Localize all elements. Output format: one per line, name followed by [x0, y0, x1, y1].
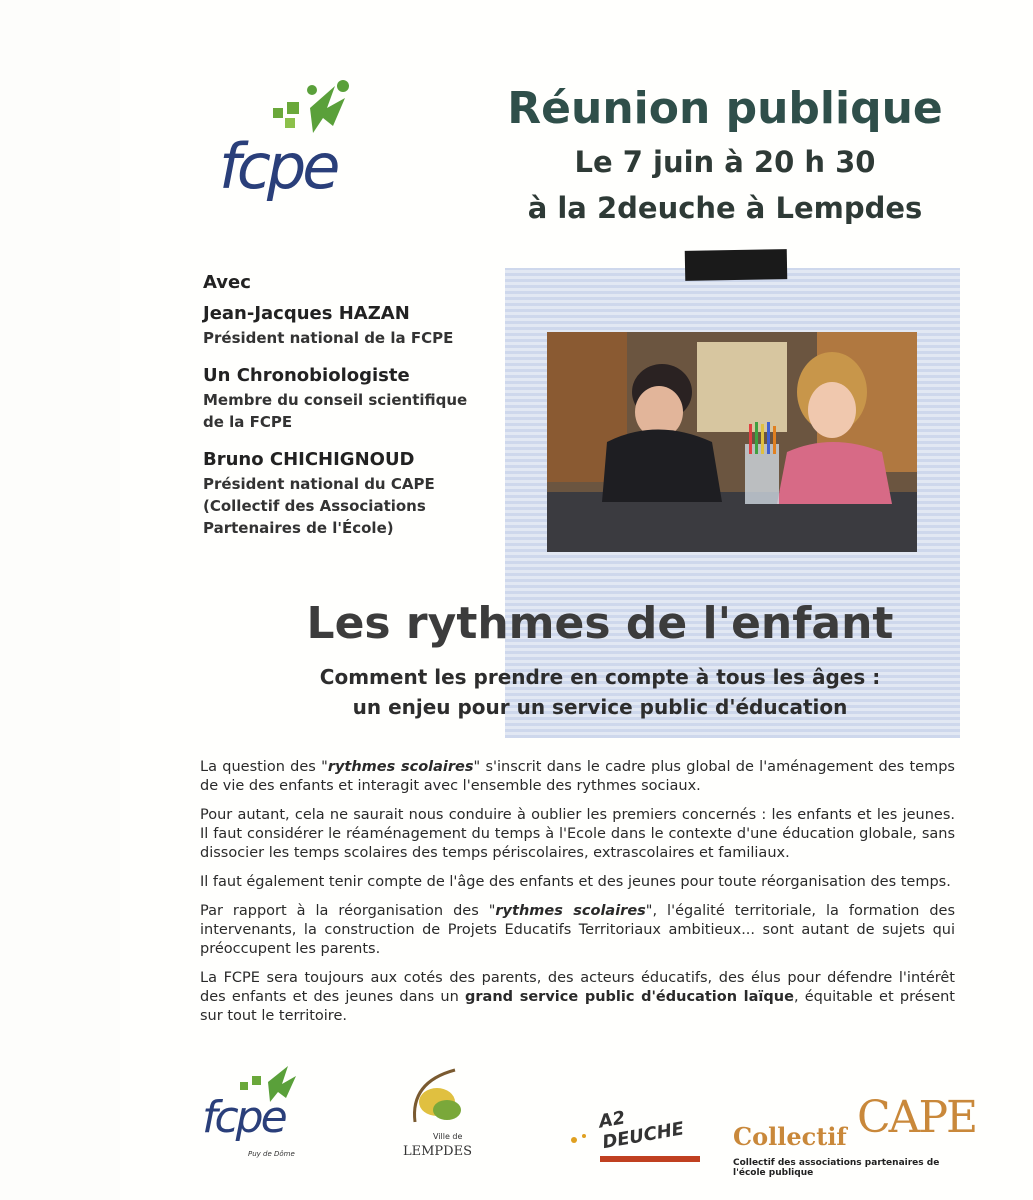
speaker-role: Partenaires de l'École): [203, 519, 394, 537]
speaker-item: [203, 447, 503, 539]
tape-strip: [685, 249, 788, 281]
speaker-role: Président national du CAPE: [203, 475, 435, 493]
event-title: Réunion publique: [507, 83, 943, 134]
subheadline-line-1: Comment les prendre en compte à tous les âges :: [319, 665, 881, 689]
speaker-role: (Collectif des Associations: [203, 497, 426, 515]
classroom-photo: [547, 332, 917, 552]
text-run: La FCPE sera toujours aux cotés des parents, des acteurs éducatifs, des élus pour défendre l'intérêt des enfants et des jeunes dans un: [200, 970, 955, 1005]
cape-caption: Collectif des associations partenaires de l'école publique: [733, 1158, 940, 1178]
event-date: Le 7 juin à 20 h 30: [574, 145, 876, 179]
lempdes-small-label: Ville de: [433, 1132, 463, 1141]
deuche-label: A2 DEUCHE: [597, 1107, 686, 1154]
text-run: Par rapport à la réorganisation des ": [200, 903, 496, 919]
paragraph: Pour autant, cela ne saurait nous conduire à oublier les premiers concernés : les enfants et les jeunes. Il faut considérer le réaménagement du temps à l'Ecole dans le contexte d'une éducation globale, sans dissocier les temps scolaires des temps périscolaires, extrascolaires et familiaux.: [200, 807, 955, 861]
fcpe-logo-text: fcpe: [219, 130, 337, 203]
body-text: [200, 758, 955, 1036]
subheadline-line-2: un enjeu pour un service public d'éducation: [352, 695, 848, 719]
paragraph: [200, 969, 955, 1026]
paragraph: Il faut également tenir compte de l'âge des enfants et des jeunes pour toute réorganisation des temps.: [200, 874, 951, 890]
cape-text: CAPE: [857, 1092, 977, 1143]
footer-fcpe-logo: [200, 1062, 310, 1172]
lempdes-leaf-icon: [395, 1062, 485, 1132]
speaker-role: de la FCPE: [203, 413, 293, 431]
speaker-name: Jean-Jacques HAZAN: [203, 303, 410, 324]
event-title-block: [500, 82, 950, 228]
speaker-name: Bruno CHICHIGNOUD: [203, 449, 415, 470]
footer-fcpe-text: fcpe: [202, 1092, 285, 1143]
speaker-item: [203, 363, 503, 433]
emphasis-run: rythmes scolaires: [495, 903, 646, 919]
subheadline: [260, 662, 940, 722]
speaker-role: Président national de la FCPE: [203, 329, 454, 347]
cape-logo: [733, 1062, 977, 1178]
text-run: ", l'égalité territoriale, la formation des intervenants, la construction de Projets Educatifs Territoriaux ambitieux... sont autant de sujets qui préoccupent les parents.: [200, 903, 956, 957]
paragraph: [200, 902, 955, 959]
lempdes-logo: [395, 1062, 485, 1172]
fcpe-logo: [215, 78, 365, 213]
emphasis-run: rythmes scolaires: [327, 759, 474, 775]
speaker-item: [203, 301, 503, 349]
event-place: à la 2deuche à Lempdes: [527, 191, 923, 225]
speaker-name: Un Chronobiologiste: [203, 365, 410, 386]
footer-fcpe-sub: Puy de Dôme: [248, 1150, 295, 1158]
speakers-intro: Avec: [203, 272, 251, 293]
children-photo-illustration: [547, 332, 917, 552]
strong-run: grand service public d'éducation laïque: [465, 989, 794, 1005]
lempdes-label: LEMPDES: [403, 1144, 472, 1159]
deuche-logo: [560, 1062, 710, 1172]
cape-prefix: Collectif: [733, 1122, 847, 1151]
text-run: " s'inscrit dans le cadre plus global de l'aménagement des temps de vie des enfants et interagit avec l'ensemble des rythmes sociaux.: [200, 759, 955, 794]
speakers-list: [203, 272, 503, 553]
text-run: La question des ": [200, 759, 328, 775]
paragraph: [200, 758, 955, 796]
main-headline: Les rythmes de l'enfant: [306, 598, 894, 649]
text-run: , équitable et présent sur tout le territoire.: [200, 989, 955, 1024]
speaker-role: Membre du conseil scientifique: [203, 391, 468, 409]
